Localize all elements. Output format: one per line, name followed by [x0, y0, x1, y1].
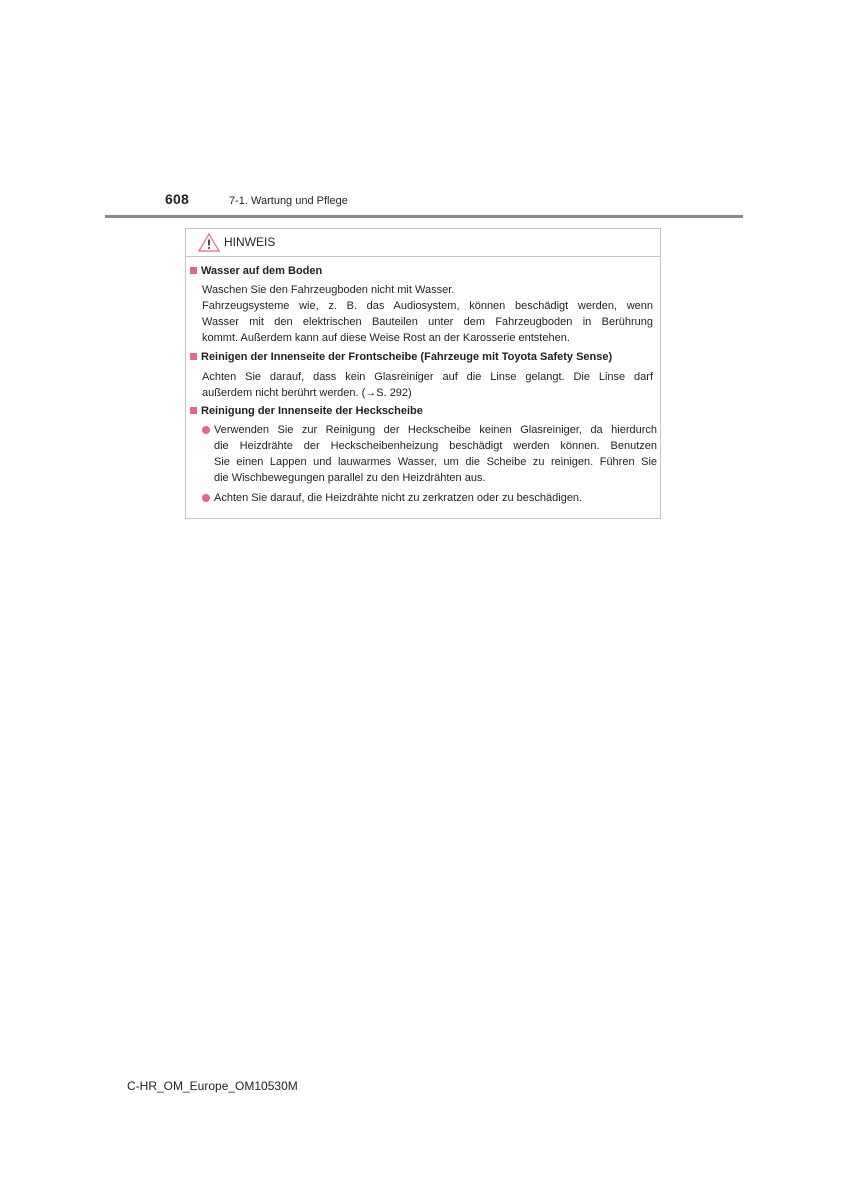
- notice-title: HINWEIS: [224, 235, 276, 249]
- body-line: Achten Sie darauf, die Heizdrähte nicht zu zerkratzen oder zu beschädigen.: [214, 492, 583, 504]
- body-line: außerdem nicht berührt werden. (→S. 292): [202, 387, 412, 399]
- body-line: Waschen Sie den Fahrzeugboden nicht mit Wasser.: [202, 284, 455, 296]
- section-heading-text: Reinigen der Innenseite der Frontscheibe (Fahrzeuge mit Toyota Safety Sense): [201, 351, 613, 363]
- document-code: C-HR_OM_Europe_OM10530M: [127, 1079, 298, 1093]
- section-heading-text: Wasser auf dem Boden: [201, 265, 323, 277]
- section-body-windshield: [202, 369, 653, 401]
- header-divider: [105, 215, 743, 218]
- bullet-item: [202, 422, 657, 486]
- body-line: die Wischbewegungen parallel zu den Heizdrähten aus.: [214, 472, 486, 484]
- square-bullet-icon: [190, 353, 197, 360]
- notice-box: [185, 228, 661, 519]
- notice-header: [186, 229, 660, 257]
- section-heading-windshield: [190, 351, 612, 363]
- body-line: Wasser mit den elektrischen Bauteilen unter dem Fahrzeugboden in Berührung: [202, 316, 653, 328]
- section-heading-text: Reinigung der Innenseite der Heckscheibe: [201, 405, 423, 417]
- square-bullet-icon: [190, 407, 197, 414]
- body-line: Verwenden Sie zur Reinigung der Heckscheibe keinen Glasreiniger, da hierdurch: [214, 424, 657, 436]
- body-line: die Heizdrähte der Heckscheibenheizung beschädigt werden können. Benutzen: [214, 440, 657, 452]
- section-heading-rear-window: [190, 405, 423, 417]
- body-line: Achten Sie darauf, dass kein Glasreiniger auf die Linse gelangt. Die Linse darf: [202, 371, 653, 383]
- page-number: 608: [165, 191, 189, 207]
- body-line: Fahrzeugsysteme wie, z. B. das Audiosystem, können beschädigt werden, wenn: [202, 300, 653, 312]
- body-line: kommt. Außerdem kann auf diese Weise Rost an der Karosserie entstehen.: [202, 332, 570, 344]
- section-body-water-floor: [202, 282, 653, 346]
- circle-bullet-icon: [202, 426, 210, 434]
- section-title: 7-1. Wartung und Pflege: [229, 195, 348, 207]
- warning-triangle-icon: [198, 233, 220, 252]
- bullet-item: [202, 490, 657, 506]
- square-bullet-icon: [190, 267, 197, 274]
- circle-bullet-icon: [202, 494, 210, 502]
- body-line: Sie einen Lappen und lauwarmes Wasser, um die Scheibe zu reinigen. Führen Sie: [214, 456, 657, 468]
- section-heading-water-floor: [190, 265, 322, 277]
